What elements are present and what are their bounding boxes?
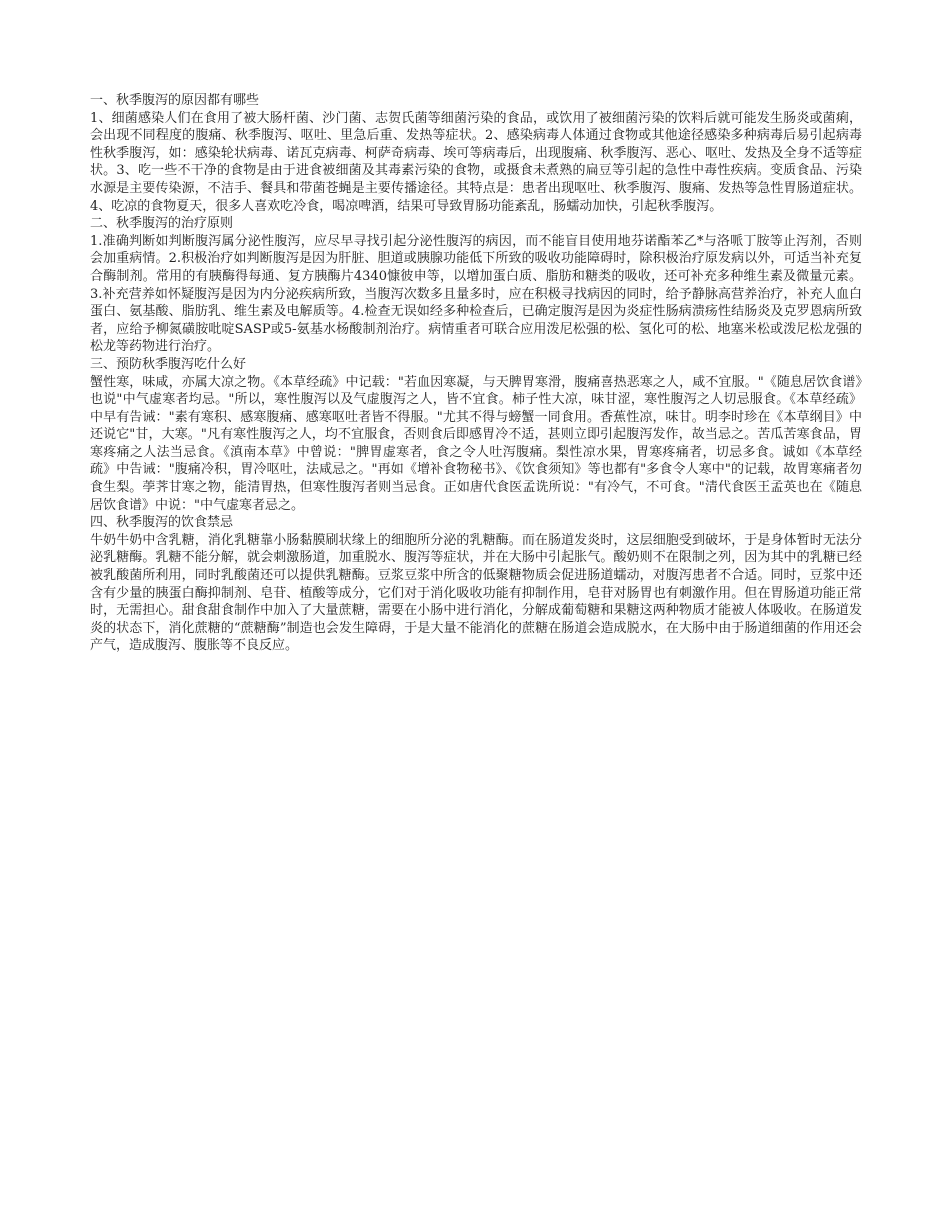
- section-paragraph: 1、细菌感染人们在食用了被大肠杆菌、沙门菌、志贺氏菌等细菌污染的食品，或饮用了被细菌污染的饮料后就可能发生肠炎或菌痢，会出现不同程度的腹痛、秋季腹泻、呕吐、里急后重、发热等症状。2、感染病毒人体通过食物或其他途径感染多种病毒后易引起病毒性秋季腹泻，如：感染轮状病毒、诺瓦克病毒、柯萨奇病毒、埃可等病毒后，出现腹痛、秋季腹泻、恶心、呕吐、发热及全身不适等症状。3、吃一些不干净的食物是由于进食被细菌及其毒素污染的食物，或摄食未煮熟的扁豆等引起的急性中毒性疾病。变质食品、污染水源是主要传染源，不洁手、餐具和带菌苍蝇是主要传播途径。其特点是：患者出现呕吐、秋季腹泻、腹痛、发热等急性胃肠道症状。4、吃凉的食物夏天，很多人喜欢吃冷食，喝凉啤酒，结果可导致胃肠功能紊乱，肠蠕动加快，引起秋季腹泻。: [90, 110, 862, 214]
- section-prevention: [90, 356, 862, 514]
- document-body: [90, 92, 862, 655]
- section-heading: 四、秋季腹泻的饮食禁忌: [90, 515, 234, 531]
- section-treatment: [90, 215, 862, 356]
- section-causes: [90, 92, 862, 215]
- section-heading: 二、秋季腹泻的治疗原则: [90, 216, 234, 232]
- section-heading: 一、秋季腹泻的原因都有哪些: [90, 93, 260, 108]
- section-paragraph: 1.准确判断如判断腹泻属分泌性腹泻，应尽早寻找引起分泌性腹泻的病因，而不能盲目使用地芬诺酯苯乙*与洛哌丁胺等止泻剂，否则会加重病情。2.积极治疗如判断腹泻是因为肝脏、胆道或胰腺功能低下所致的吸收功能障碍时，除积极治疗原发病以外，可适当补充复合酶制剂。常用的有胰酶得每通、复方胰酶片4340慷彼申等，以增加蛋白质、脂肪和糖类的吸收，还可补充多种维生素及微量元素。3.补充营养如怀疑腹泻是因为内分泌疾病所致，当腹泻次数多且量多时，应在积极寻找病因的同时，给予静脉高营养治疗，补充人血白蛋白、氨基酸、脂肪乳、维生素及电解质等。4.检查无误如经多种检查后，已确定腹泻是因为炎症性肠病溃疡性结肠炎及克罗恩病所致者，应给予柳氮磺胺吡啶SASP或5-氨基水杨酸制剂治疗。病情重者可联合应用泼尼松强的松、氢化可的松、地塞米松或泼尼松龙强的松龙等药物进行治疗。: [90, 233, 862, 355]
- section-diet-taboos: [90, 514, 862, 655]
- section-paragraph: 蟹性寒，味咸，亦属大凉之物。《本草经疏》中记载："若血因寒凝，与天脾胃寒滑，腹痛喜热恶寒之人，咸不宜服。"《随息居饮食谱》也说"中气虚寒者均忌。"所以，寒性腹泻以及气虚腹泻之人，皆不宜食。柿子性大凉，味甘涩，寒性腹泻之人切忌服食。《本草经疏》中早有告诫："素有寒积、感寒腹痛、感寒呕吐者皆不得服。"尤其不得与螃蟹一同食用。香蕉性凉，味甘。明李时珍在《本草纲目》中还说它"甘，大寒。"凡有寒性腹泻之人，均不宜服食，否则食后即感胃冷不适，甚则立即引起腹泻发作，故当忌之。苦瓜苦寒食品，胃寒疼痛之人法当忌食。《滇南本草》中曾说："脾胃虚寒者，食之令人吐泻腹痛。梨性凉水果，胃寒疼痛者，切忌多食。诚如《本草经疏》中告诫："腹痛冷积，胃冷呕吐，法咸忌之。"再如《增补食物秘书》、《饮食须知》等也都有"多食令人寒中"的记载，故胃寒痛者勿食生梨。荸荠甘寒之物，能清胃热，但寒性腹泻者则当忌食。正如唐代食医孟诜所说："有冷气，不可食。"清代食医王孟英也在《随息居饮食谱》中说："中气虚寒者忌之。: [90, 374, 862, 513]
- section-paragraph: 牛奶牛奶中含乳糖，消化乳糖靠小肠黏膜刷状缘上的细胞所分泌的乳糖酶。而在肠道发炎时，这层细胞受到破坏，于是身体暂时无法分泌乳糖酶。乳糖不能分解，就会刺激肠道，加重脱水、腹泻等症状，并在大肠中引起胀气。酸奶则不在限制之列，因为其中的乳糖已经被乳酸菌所利用，同时乳酸菌还可以提供乳糖酶。豆浆豆浆中所含的低聚糖物质会促进肠道蠕动，对腹泻患者不合适。同时，豆浆中还含有少量的胰蛋白酶抑制剂、皂苷、植酸等成分，它们对于消化吸收功能有抑制作用，皂苷对肠胃也有刺激作用。但在胃肠道功能正常时，无需担心。甜食甜食制作中加入了大量蔗糖，需要在小肠中进行消化，分解成葡萄糖和果糖这两种物质才能被人体吸收。在肠道发炎的状态下，消化蔗糖的“蔗糖酶”制造也会发生障碍，于是大量不能消化的蔗糖在肠道会造成脱水，在大肠中由于肠道细菌的作用还会产气，造成腹泻、腹胀等不良反应。: [90, 532, 862, 654]
- section-heading: 三、预防秋季腹泻吃什么好: [90, 356, 247, 372]
